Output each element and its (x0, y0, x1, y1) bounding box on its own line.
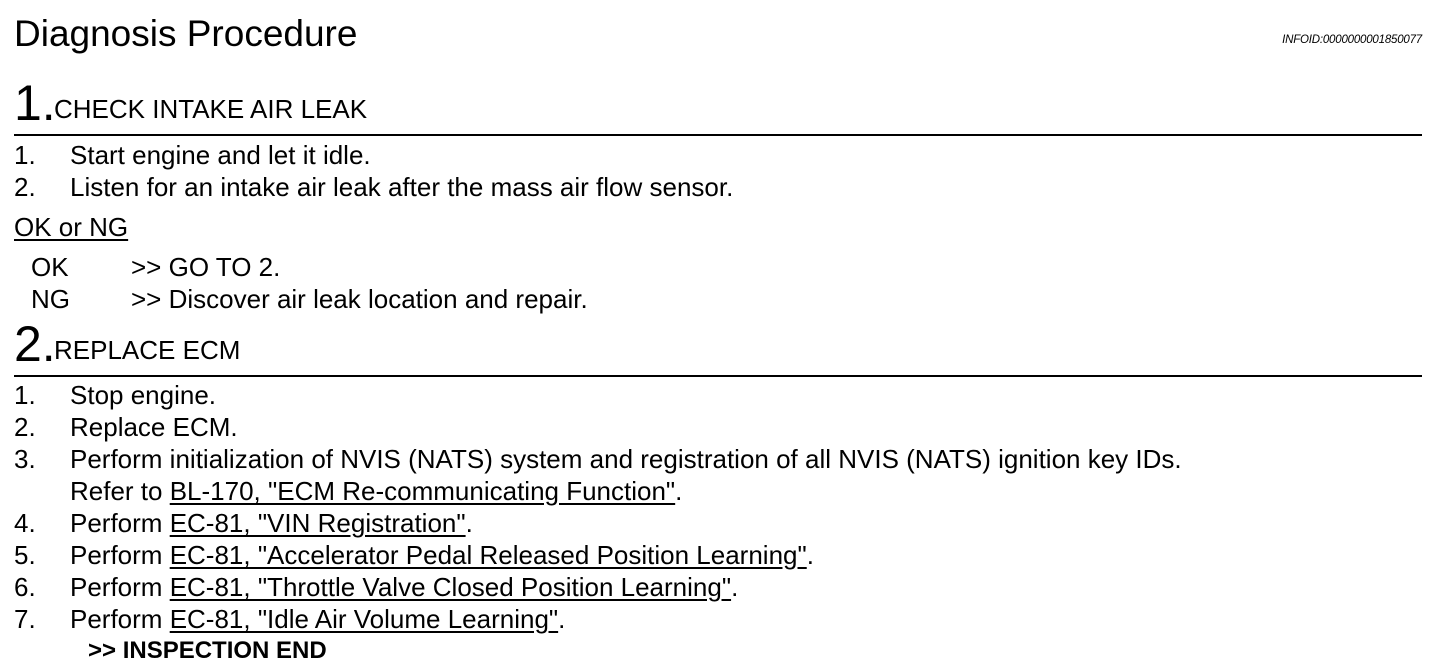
step-2-number: 2. (14, 316, 56, 372)
link-vin-registration[interactable]: EC-81, "VIN Registration" (169, 508, 466, 538)
step-2-item-5-number: 5. (14, 540, 36, 570)
item-suffix: . (558, 604, 566, 634)
result-ok-action: >> GO TO 2. (131, 252, 281, 282)
item-prefix: Perform (70, 604, 170, 634)
step-2-item-7-number: 7. (14, 604, 36, 634)
step-1-title: CHECK INTAKE AIR LEAK (54, 94, 368, 124)
result-ok-key: OK (31, 252, 69, 282)
step-2-item-3-number: 3. (14, 444, 36, 474)
info-id: INFOID:0000000001850077 (1282, 34, 1422, 46)
inspection-end-label: >> INSPECTION END (88, 637, 327, 664)
step-2-item-4-number: 4. (14, 508, 36, 538)
step-2-item-3-text: Perform initialization of NVIS (NATS) system and registration of all NVIS (NATS) ignition key IDs. (70, 444, 1182, 474)
step-1-item-1-number: 1. (14, 140, 36, 170)
link-throttle-valve-learning[interactable]: EC-81, "Throttle Valve Closed Position Learning" (169, 572, 732, 602)
reference-prefix: Refer to (70, 476, 170, 506)
link-accelerator-pedal-learning[interactable]: EC-81, "Accelerator Pedal Released Position Learning" (169, 540, 807, 570)
step-1-item-2-number: 2. (14, 172, 36, 202)
result-ng-action: >> Discover air leak location and repair. (131, 284, 588, 314)
link-ecm-re-communicating[interactable]: BL-170, "ECM Re-communicating Function" (169, 476, 676, 506)
item-suffix: . (731, 572, 739, 602)
step-2-item-6-number: 6. (14, 572, 36, 602)
result-ng-key: NG (31, 284, 70, 314)
step-2-item-6-text (70, 571, 738, 603)
step-2-item-3-reference (70, 475, 682, 507)
step-2-item-1-number: 1. (14, 380, 36, 410)
step-2-item-2-text: Replace ECM. (70, 412, 238, 442)
step-2-item-7-text (70, 603, 565, 635)
step-2-item-4-text (70, 507, 473, 539)
item-prefix: Perform (70, 540, 170, 570)
step-1-header (14, 75, 1422, 136)
reference-suffix: . (675, 476, 683, 506)
step-2-header (14, 316, 1422, 377)
item-suffix: . (806, 540, 814, 570)
step-2-item-1-text: Stop engine. (70, 380, 217, 410)
step-2-title: REPLACE ECM (54, 335, 241, 365)
item-prefix: Perform (70, 508, 170, 538)
step-1-item-2-text: Listen for an intake air leak after the mass air flow sensor. (70, 172, 734, 202)
step-1-number: 1. (14, 75, 56, 131)
page-title: Diagnosis Procedure (14, 13, 358, 54)
step-2-item-5-text (70, 539, 814, 571)
link-idle-air-volume-learning[interactable]: EC-81, "Idle Air Volume Learning" (169, 604, 559, 634)
item-suffix: . (465, 508, 473, 538)
result-heading: OK or NG (14, 212, 129, 242)
item-prefix: Perform (70, 572, 170, 602)
step-2-item-2-number: 2. (14, 412, 36, 442)
step-1-item-1-text: Start engine and let it idle. (70, 140, 371, 170)
